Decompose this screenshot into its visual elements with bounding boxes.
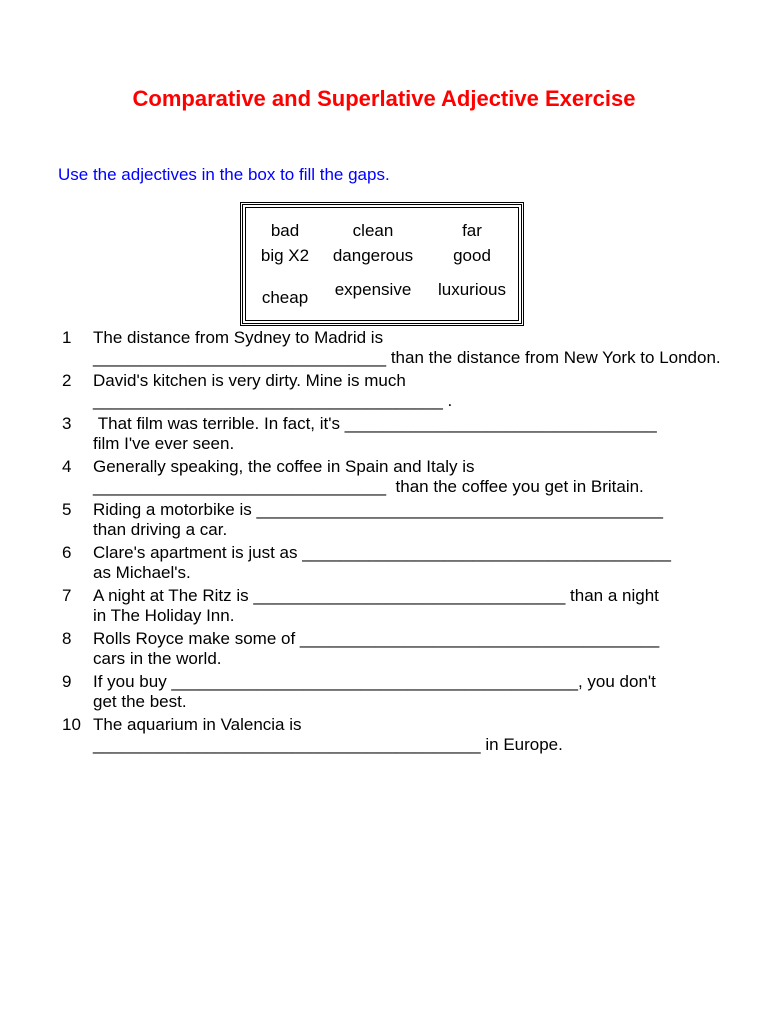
question-text: Riding a motorbike is ___________________________________________ than driving a car. <box>93 500 664 539</box>
word-item: expensive <box>334 280 412 299</box>
question-item <box>62 715 722 755</box>
question-text: David's kitchen is very dirty. Mine is much _____________________________________ . <box>93 371 453 410</box>
word-item: far <box>462 221 482 240</box>
question-text: Clare's apartment is just as _______________________________________ as Michael's. <box>93 543 671 582</box>
word-item: luxurious <box>437 280 507 299</box>
question-number: 4 <box>62 457 72 476</box>
word-item: big X2 <box>260 246 310 265</box>
question-text: A night at The Ritz is _________________________________ than a night in The Holiday Inn. <box>93 586 659 625</box>
question-number: 9 <box>62 672 72 691</box>
question-item <box>62 672 722 712</box>
question-number: 5 <box>62 500 72 519</box>
question-list <box>62 328 722 758</box>
question-item <box>62 414 722 454</box>
word-item: bad <box>270 221 300 240</box>
question-item <box>62 457 722 497</box>
question-text: The aquarium in Valencia is _________________________________________ in Europe. <box>93 715 563 754</box>
question-item <box>62 586 722 626</box>
question-number: 3 <box>62 414 72 433</box>
question-text: Generally speaking, the coffee in Spain and Italy is _______________________________ than the coffee you get in Britain. <box>93 457 644 496</box>
question-item <box>62 500 722 540</box>
word-box <box>240 202 524 326</box>
page-title: Comparative and Superlative Adjective Exercise <box>132 86 636 111</box>
instructions: Use the adjectives in the box to fill the gaps. <box>58 165 390 184</box>
word-item: good <box>453 246 491 265</box>
word-item: cheap <box>261 288 309 307</box>
question-text: Rolls Royce make some of ______________________________________ cars in the world. <box>93 629 660 668</box>
word-item: clean <box>352 221 394 240</box>
question-text: If you buy ___________________________________________, you don't get the best. <box>93 672 656 711</box>
question-number: 1 <box>62 328 72 347</box>
question-number: 7 <box>62 586 72 605</box>
question-text: That film was terrible. In fact, it's _________________________________ film I've ever seen. <box>93 414 657 453</box>
word-item: dangerous <box>332 246 414 265</box>
question-number: 2 <box>62 371 72 390</box>
question-item <box>62 371 722 411</box>
question-number: 6 <box>62 543 72 562</box>
question-item <box>62 543 722 583</box>
question-item <box>62 328 722 368</box>
question-item <box>62 629 722 669</box>
question-number: 8 <box>62 629 72 648</box>
question-text: The distance from Sydney to Madrid is _______________________________ than the distance from New York to London. <box>93 328 721 367</box>
question-number: 10 <box>62 715 81 734</box>
